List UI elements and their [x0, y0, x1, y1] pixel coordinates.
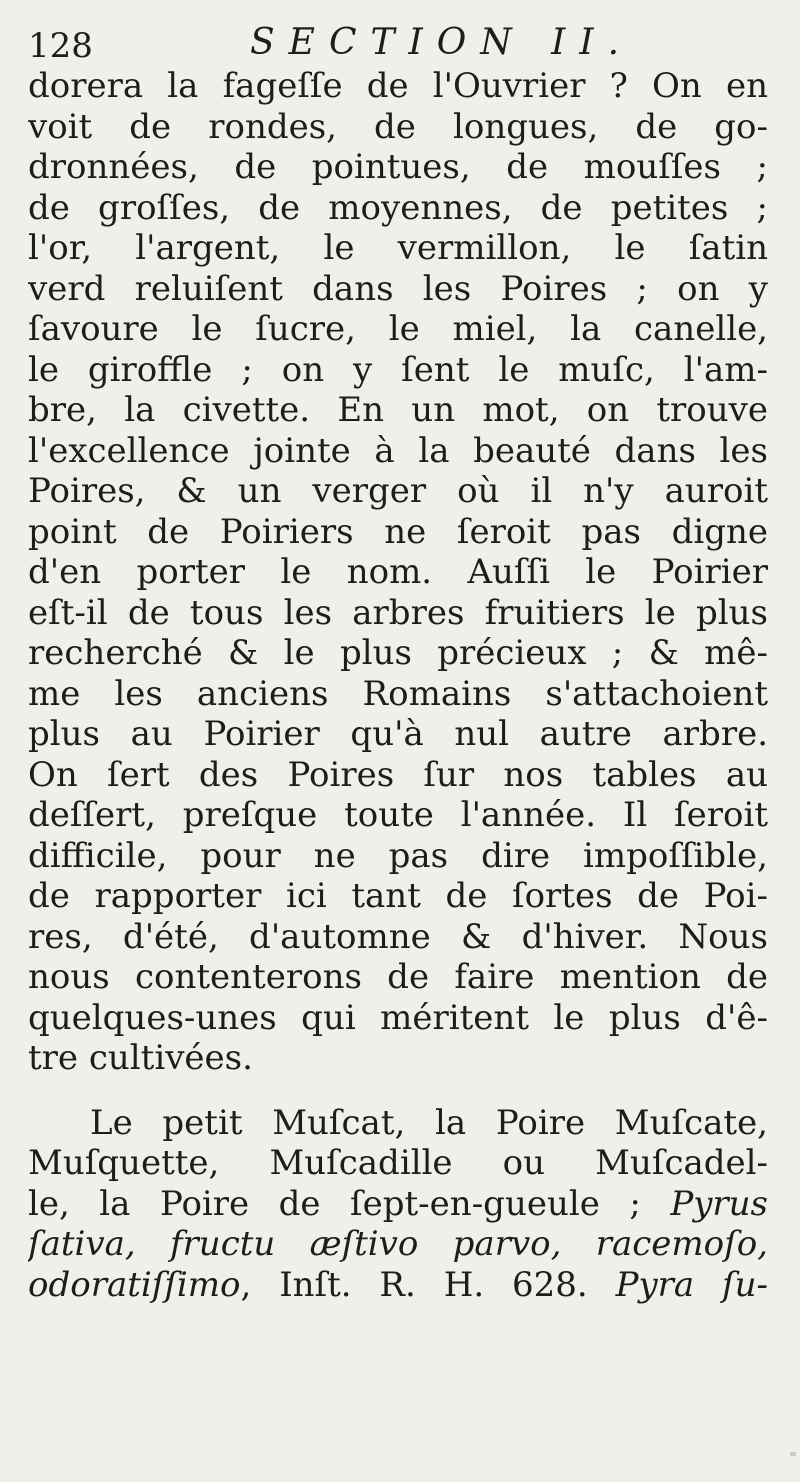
paragraph-1: [28, 66, 768, 1079]
text-line: [28, 1265, 768, 1306]
running-head: SECTION II.: [250, 22, 634, 63]
text-line: de groſſes, de moyennes, de petites ;: [28, 187, 768, 228]
botanical-description: ſativa, fructu æſtivo parvo, racemoſo,: [28, 1224, 768, 1264]
text-line: de rapporter ici tant de ſortes de Poi-: [28, 876, 768, 916]
text-line: point de Poiriers ne ſeroit pas digne: [28, 511, 768, 552]
citation: , Inſt. R. H. 628.: [240, 1264, 616, 1305]
botanical-name: Pyrus: [670, 1183, 768, 1224]
text-line: le giroffle ; on y ſent le muſc, l'am-: [28, 349, 768, 390]
page-number: 128: [28, 26, 93, 66]
text-line: voit de rondes, de longues, de go-: [28, 106, 768, 147]
text-line: difficile, pour ne pas dire impoſſible,: [28, 835, 768, 876]
text-line: l'excellence jointe à la beauté dans les: [28, 430, 768, 471]
botanical-description: odoratiſſimo: [28, 1264, 241, 1305]
paragraph-2: [28, 1103, 768, 1306]
text-line: quelques-unes qui méritent le plus d'ê-: [28, 997, 768, 1038]
text-line: On ſert des Poires ſur nos tables au: [28, 754, 768, 795]
page-header: [28, 20, 748, 70]
text-line: bre, la civette. En un mot, on trouve: [28, 390, 768, 430]
text-line: verd reluiſent dans les Poires ; on y: [28, 268, 768, 309]
text-run: le, la Poire de ſept-en-gueule ;: [28, 1183, 671, 1224]
text-line: Le petit Muſcat, la Poire Muſcate,: [90, 1102, 768, 1143]
text-line: Poires, & un verger où il n'y auroit: [28, 471, 768, 511]
text-line: dorera la fageſſe de l'Ouvrier ? On en: [28, 66, 768, 106]
paragraph-gap: [28, 1079, 768, 1103]
text-line: res, d'été, d'automne & d'hiver. Nous: [28, 916, 768, 957]
text-line: Muſquette, Muſcadille ou Muſcadel-: [28, 1143, 768, 1183]
text-line: tre cultivées.: [28, 1038, 253, 1078]
text-line: plus au Poirier qu'à nul autre arbre.: [28, 714, 768, 754]
text-line: l'or, l'argent, le vermillon, le ſatin: [28, 228, 768, 268]
botanical-name: Pyra ſu-: [615, 1264, 768, 1305]
text-line: [28, 1184, 768, 1225]
text-line: d'en porter le nom. Auſſi le Poirier: [28, 552, 768, 592]
body-text: [28, 66, 768, 1305]
text-line: deſſert, preſque toute l'année. Il ſeroit: [28, 795, 768, 835]
text-line: eſt-il de tous les arbres fruitiers le plus: [28, 592, 768, 633]
text-line: recherché & le plus précieux ; & mê-: [28, 633, 768, 673]
text-line: ſavoure le ſucre, le miel, la canelle,: [28, 309, 768, 349]
text-line: nous contenterons de faire mention de: [28, 957, 768, 997]
page-speck: [790, 1452, 796, 1456]
text-line: dronnées, de pointues, de mouſſes ;: [28, 147, 768, 187]
text-line: me les anciens Romains s'attachoient: [28, 673, 768, 714]
